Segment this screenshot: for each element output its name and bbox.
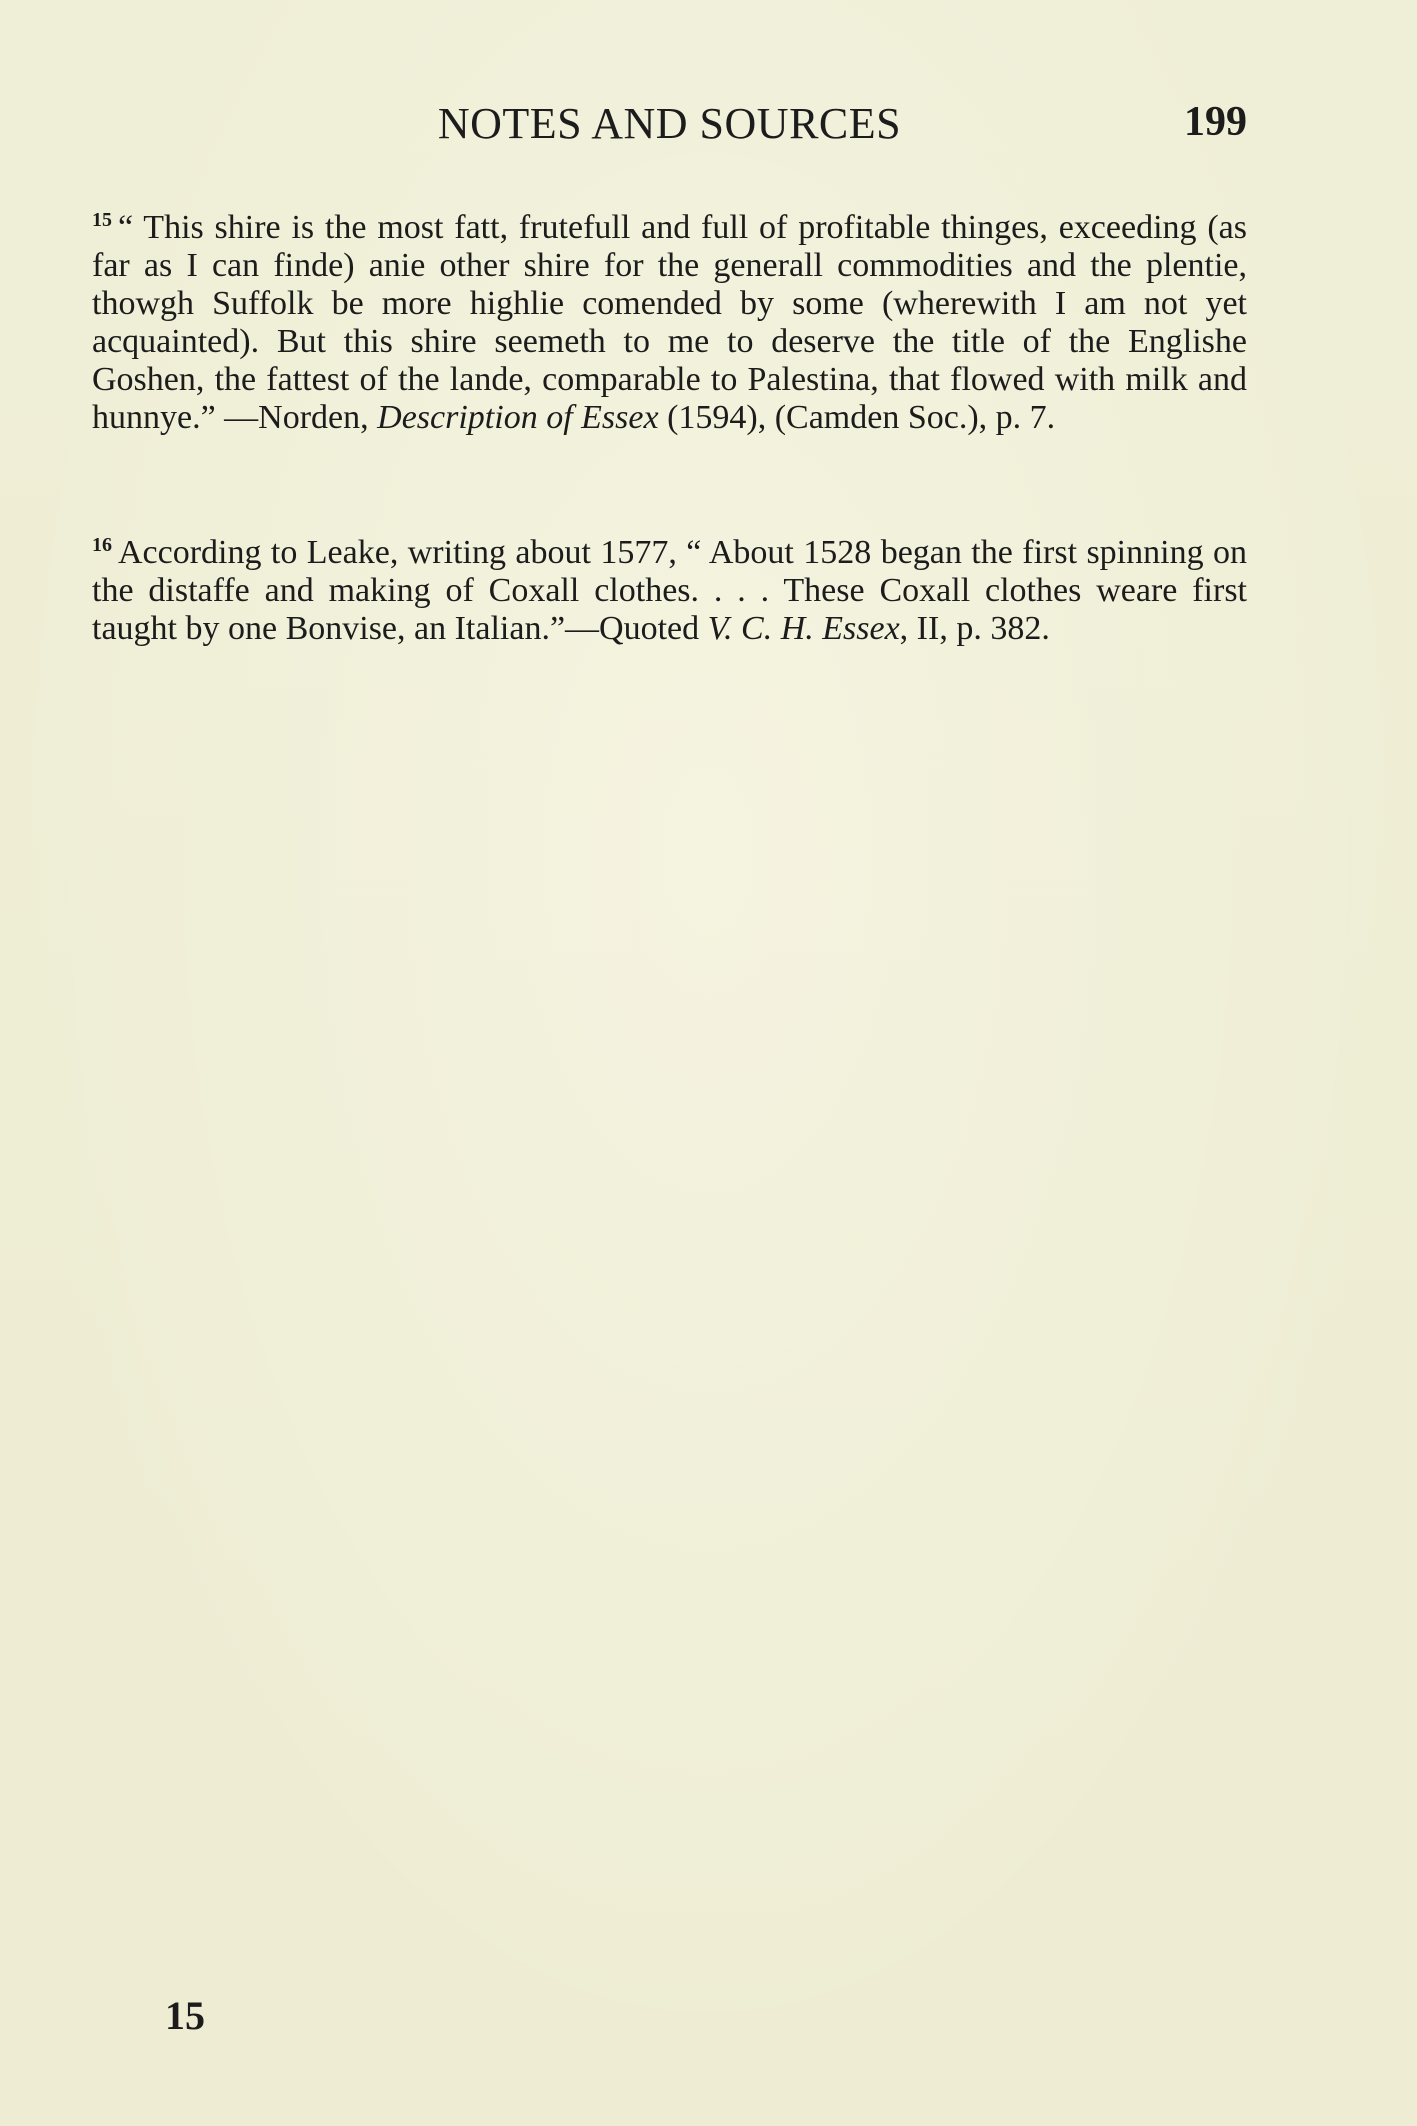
footnote-16	[92, 534, 1247, 648]
footnote-number: 16	[92, 534, 112, 556]
running-title: NOTES AND SOURCES	[437, 99, 902, 148]
footnote-citation: (1594), (Camden Soc.), p. 7.	[658, 399, 1056, 436]
footnote-italic-title: Description of Essex	[377, 399, 659, 436]
footnote-italic-title: V. C. H. Essex	[707, 610, 900, 647]
footnote-text: “ This shire is the most fatt, frutefull and full of profitable thinges, exceeding (as far as I can finde) anie other shire for the generall commodities and the plentie, thowgh Suffolk be more highlie comended by some (wherewith I am not yet acquainted). But this shire seemeth to me to deserve the title of the Englishe Goshen, the fattest of the lande, comparable to Palestina, that flowed with milk and hunnye.” —Norden,	[92, 209, 1247, 436]
footnote-number: 15	[92, 209, 112, 231]
page-number: 199	[1184, 99, 1247, 145]
signature-mark: 15	[165, 1993, 205, 2038]
running-head	[92, 98, 1247, 158]
footnote-15	[92, 209, 1247, 437]
footnote-text: According to Leake, writing about 1577, “ About 1528 began the first spinning on the distaffe and making of Coxall clothes. . . . These Coxall clothes weare first taught by one Bonvise, an Italian.”—Quoted	[92, 534, 1247, 647]
footnote-citation: , II, p. 382.	[899, 610, 1050, 647]
